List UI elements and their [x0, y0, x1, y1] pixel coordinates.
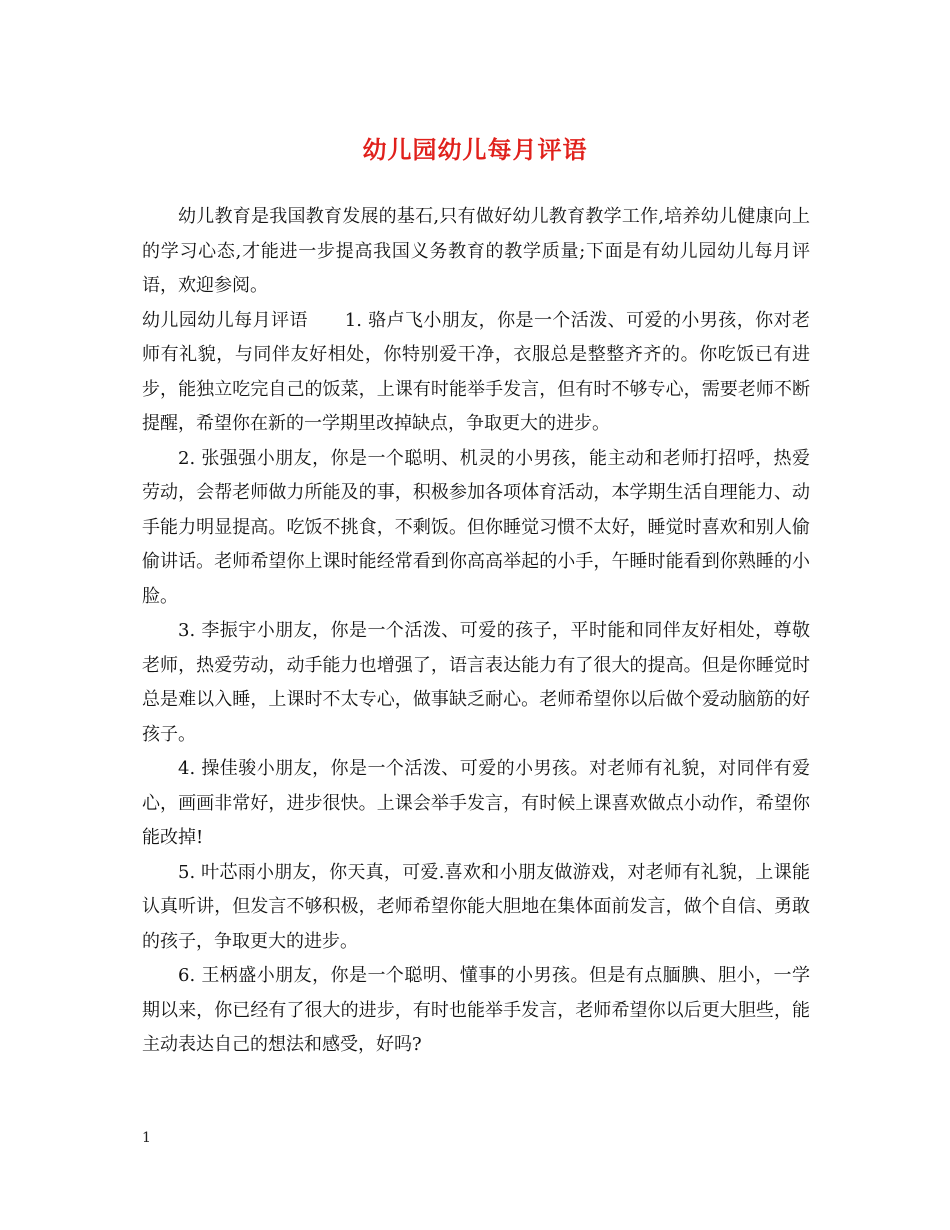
page-number: 1: [142, 1130, 151, 1146]
comment-paragraph-5: 5. 叶芯雨小朋友，你天真，可爱.喜欢和小朋友做游戏，对老师有礼貌，上课能认真听讲，但发言不够积极，老师希望你能大胆地在集体面前发言，做个自信、勇敢的孩子，争取更大的进步。: [142, 861, 810, 952]
comment-paragraph-6: 6. 王柄盛小朋友，你是一个聪明、懂事的小男孩。但是有点腼腆、胆小，一学期以来，你已经有了很大的进步，有时也能举手发言，老师希望你以后更大胆些，能主动表达自己的想法和感受，好吗?: [142, 965, 810, 1055]
document-body: [142, 200, 810, 1063]
comment-paragraph-4: 4. 操佳骏小朋友，你是一个活泼、可爱的小男孩。对老师有礼貌，对同伴有爱心，画画非常好，进步很快。上课会举手发言，有时候上课喜欢做点小动作，希望你能改掉!: [142, 758, 810, 848]
intro-paragraph: 幼儿教育是我国教育发展的基石,只有做好幼儿教育教学工作,培养幼儿健康向上的学习心态,才能进一步提高我国义务教育的教学质量;下面是有幼儿园幼儿每月评语，欢迎参阅。: [142, 206, 810, 296]
document-title: 幼儿园幼儿每月评语: [362, 135, 588, 164]
comment-paragraph-1: 幼儿园幼儿每月评语 1. 骆卢飞小朋友，你是一个活泼、可爱的小男孩，你对老师有礼貌，与同伴友好相处，你特别爱干净，衣服总是整整齐齐的。你吃饭已有进步，能独立吃完自己的饭菜，上课有时能举手发言，但有时不够专心，需要老师不断提醒，希望你在新的一学期里改掉缺点，争取更大的进步。: [142, 309, 810, 434]
comment-paragraph-2: 2. 张强强小朋友，你是一个聪明、机灵的小男孩，能主动和老师打招呼，热爱劳动，会帮老师做力所能及的事，积极参加各项体育活动，本学期生活自理能力、动手能力明显提高。吃饭不挑食，不剩饭。但你睡觉习惯不太好，睡觉时喜欢和别人偷偷讲话。老师希望你上课时能经常看到你高高举起的小手，午睡时能看到你熟睡的小脸。: [142, 447, 810, 607]
comment-paragraph-3: 3. 李振宇小朋友，你是一个活泼、可爱的孩子，平时能和同伴友好相处，尊敬老师，热爱劳动，动手能力也增强了，语言表达能力有了很大的提高。但是你睡觉时总是难以入睡，上课时不太专心，做事缺乏耐心。老师希望你以后做个爱动脑筋的好孩子。: [142, 620, 810, 745]
